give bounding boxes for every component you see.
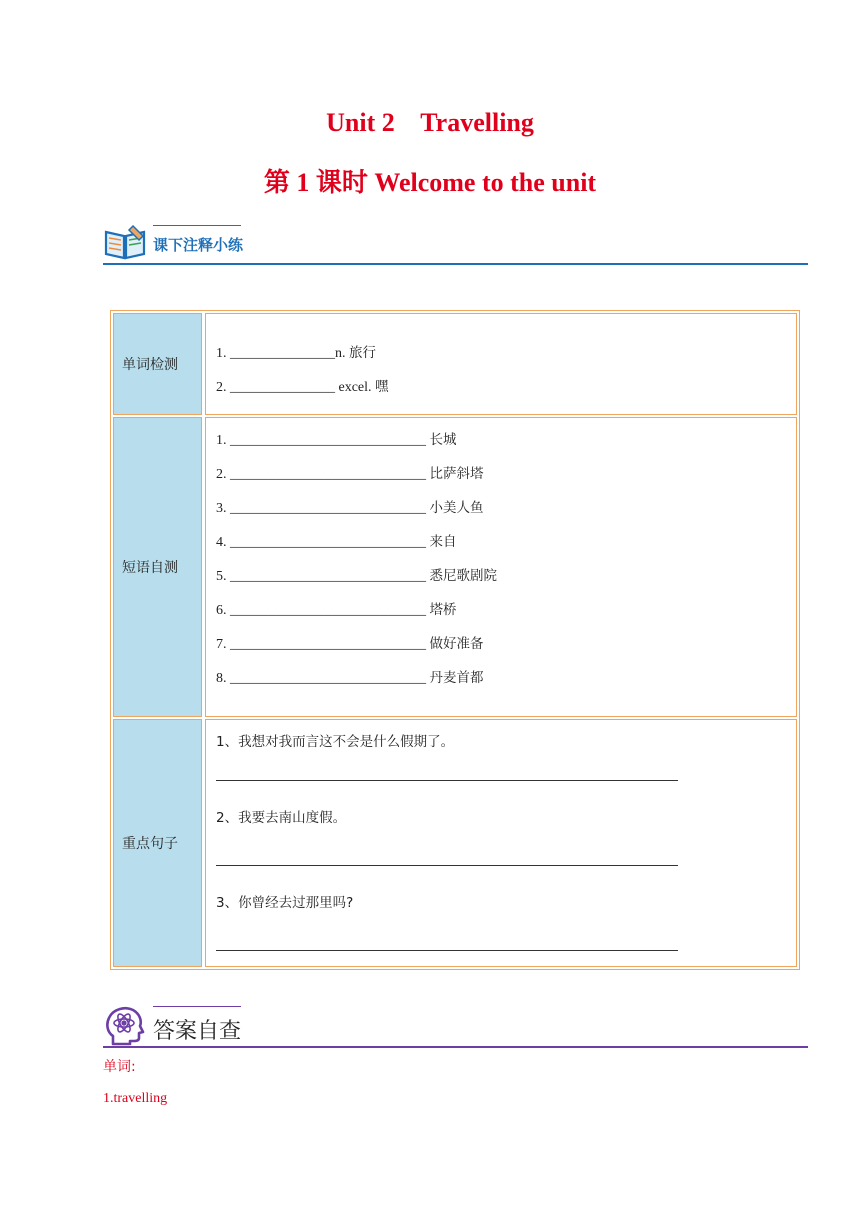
table-row-sentences (113, 719, 797, 967)
phrase-item: 3. ____________________________ 小美人鱼 (216, 500, 484, 516)
exercise-table (110, 310, 800, 970)
lesson-title: 第 1 课时 Welcome to the unit (263, 168, 597, 197)
section-title: 答案自查 (153, 1019, 242, 1044)
answer-line (216, 865, 678, 866)
sentence-prompt: 3、你曾经去过那里吗? (216, 895, 354, 911)
phrase-item: 4. ____________________________ 来自 (216, 534, 457, 550)
unit-title: Unit 2 Travelling (326, 108, 534, 137)
word-item: 2. _______________ excel. 嘿 (216, 379, 389, 395)
section-header-answers (103, 1004, 808, 1050)
row-content (205, 417, 797, 717)
divider (103, 1046, 808, 1048)
phrase-item: 7. ____________________________ 做好准备 (216, 636, 484, 652)
answer-line (216, 950, 678, 951)
row-label: 单词检测 (113, 313, 202, 415)
phrase-item: 2. ____________________________ 比萨斜塔 (216, 466, 484, 482)
sentence-prompt: 2、我要去南山度假。 (216, 810, 347, 826)
book-icon (103, 222, 147, 267)
answer-heading: 单词: (103, 1059, 136, 1075)
phrase-item: 5. ____________________________ 悉尼歌剧院 (216, 568, 497, 584)
phrase-item: 1. ____________________________ 长城 (216, 432, 457, 448)
section-header-exercises (103, 222, 808, 266)
section-title: 课下注释小练 (153, 236, 244, 254)
answer-item: 1.travelling (103, 1091, 168, 1106)
row-content (205, 719, 797, 967)
sentence-prompt: 1、我想对我而言这不会是什么假期了。 (216, 734, 455, 750)
phrase-item: 6. ____________________________ 塔桥 (216, 602, 457, 618)
word-item: 1. _______________n. 旅行 (216, 345, 376, 361)
row-label: 重点句子 (113, 719, 202, 967)
divider (103, 263, 808, 265)
row-content (205, 313, 797, 415)
table-row-phrases (113, 417, 797, 717)
row-label: 短语自测 (113, 417, 202, 717)
table-row-words (113, 313, 797, 415)
phrase-item: 8. ____________________________ 丹麦首都 (216, 670, 484, 686)
answer-line (216, 780, 678, 781)
